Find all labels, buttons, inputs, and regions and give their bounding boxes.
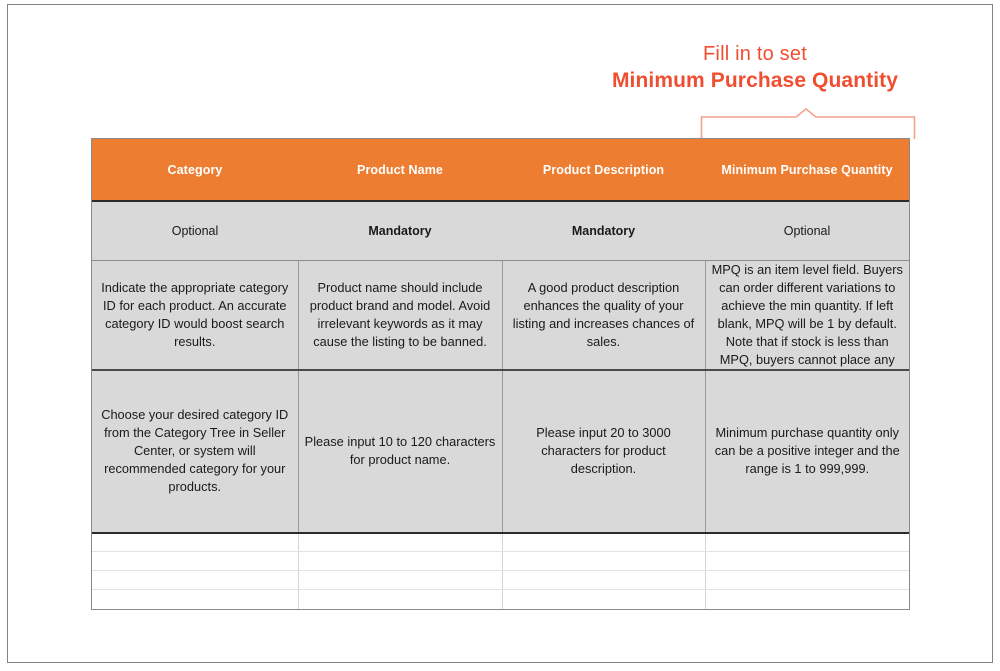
description-text-product-description: A good product description enhances the quality of your listing and increases chances of sales. xyxy=(512,279,695,349)
description-text-minimum-purchase-quantity: MPQ is an item level field. Buyers can order different variations to achieve the min quantity. If left blank, MPQ will be 1 by default. Note that if stock is less than MPQ, buyers cannot place any xyxy=(711,261,903,367)
empty-cell[interactable] xyxy=(298,533,502,552)
description-cell-product-name xyxy=(298,260,502,370)
table-header-row xyxy=(92,139,909,201)
description-cell-minimum-purchase-quantity xyxy=(705,260,909,370)
requirement-badge-category: Optional xyxy=(92,201,298,260)
callout-annotation xyxy=(560,42,950,94)
empty-cell[interactable] xyxy=(298,571,502,590)
hint-cell-minimum-purchase-quantity: Minimum purchase quantity only can be a positive integer and the range is 1 to 999,999. xyxy=(705,370,909,533)
empty-cell[interactable] xyxy=(298,552,502,571)
column-header-product-description: Product Description xyxy=(502,139,705,201)
table-row[interactable] xyxy=(92,533,909,552)
empty-cell[interactable] xyxy=(92,533,298,552)
empty-cell[interactable] xyxy=(705,533,909,552)
description-text-category: Indicate the appropriate category ID for each product. An accurate category ID would boost search results. xyxy=(101,279,289,349)
empty-cell[interactable] xyxy=(502,590,705,609)
empty-cell[interactable] xyxy=(298,590,502,609)
requirement-badge-product-name: Mandatory xyxy=(298,201,502,260)
table-row[interactable] xyxy=(92,590,909,609)
callout-line-2: Minimum Purchase Quantity xyxy=(611,69,899,92)
column-header-minimum-purchase-quantity: Minimum Purchase Quantity xyxy=(705,139,909,201)
column-header-category: Category xyxy=(92,139,298,201)
description-cell-product-description xyxy=(502,260,705,370)
hint-cell-category: Choose your desired category ID from the Category Tree in Seller Center, or system will recommended category for your products. xyxy=(92,370,298,533)
empty-cell[interactable] xyxy=(502,533,705,552)
empty-cell[interactable] xyxy=(502,552,705,571)
empty-cell[interactable] xyxy=(705,552,909,571)
empty-cell[interactable] xyxy=(92,571,298,590)
empty-cell[interactable] xyxy=(705,590,909,609)
description-text-product-name: Product name should include product brand and model. Avoid irrelevant keywords as it may cause the listing to be banned. xyxy=(309,279,491,349)
empty-cell[interactable] xyxy=(92,590,298,609)
empty-cell[interactable] xyxy=(92,552,298,571)
table-row[interactable] xyxy=(92,571,909,590)
callout-line-1: Fill in to set xyxy=(703,43,807,65)
hint-cell-product-description: Please input 20 to 3000 characters for product description. xyxy=(502,370,705,533)
empty-cell[interactable] xyxy=(502,571,705,590)
empty-cell[interactable] xyxy=(705,571,909,590)
table-row[interactable] xyxy=(92,552,909,571)
column-header-product-name: Product Name xyxy=(298,139,502,201)
hint-cell-product-name: Please input 10 to 120 characters for product name. xyxy=(298,370,502,533)
bracket-pointer-icon xyxy=(700,108,916,140)
description-cell-category xyxy=(92,260,298,370)
hint-row xyxy=(92,370,909,533)
requirement-row xyxy=(92,201,909,260)
product-attribute-table xyxy=(91,138,910,610)
requirement-badge-product-description: Mandatory xyxy=(502,201,705,260)
requirement-badge-minimum-purchase-quantity: Optional xyxy=(705,201,909,260)
description-row xyxy=(92,260,909,370)
